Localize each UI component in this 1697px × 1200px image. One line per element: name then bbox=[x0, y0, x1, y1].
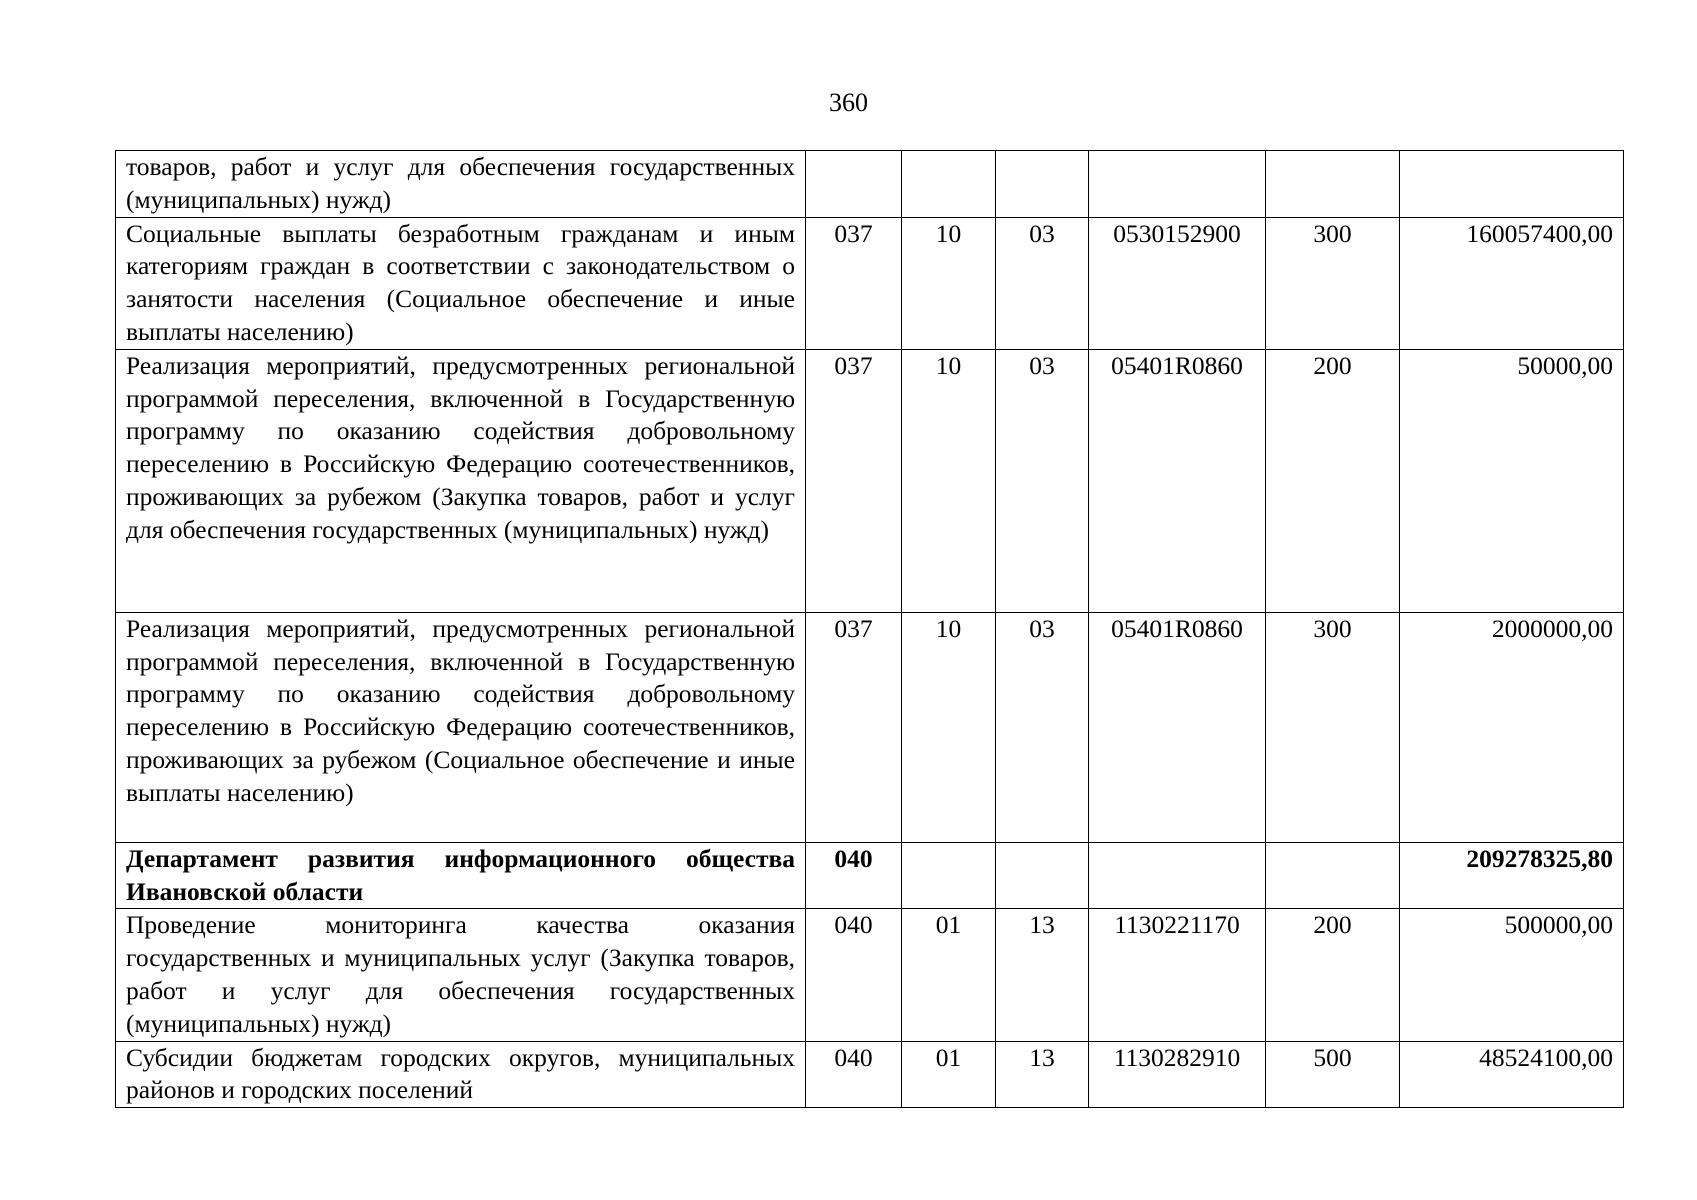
section-code: 10 bbox=[902, 349, 996, 612]
row-description: товаров, работ и услуг для обеспечения государственных (муниципальных) нужд) bbox=[116, 151, 806, 218]
section-code: 01 bbox=[902, 909, 996, 1041]
section-code: 01 bbox=[902, 1041, 996, 1108]
subsection-code bbox=[996, 151, 1089, 218]
table-row bbox=[116, 349, 1624, 612]
subsection-code: 13 bbox=[996, 1041, 1089, 1108]
subsection-code: 03 bbox=[996, 217, 1089, 349]
ministry-code: 037 bbox=[806, 612, 902, 842]
section-code: 10 bbox=[902, 612, 996, 842]
table-row bbox=[116, 151, 1624, 218]
amount: 209278325,80 bbox=[1400, 842, 1624, 909]
row-description: Реализация мероприятий, предусмотренных региональной программой переселения, включенной в Государственную программу по оказанию содействия добровольному переселению в Российскую Федерацию соотечественников, проживающих за рубежом (Закупка товаров, работ и услуг для обеспечения государственных (муниципальных) нужд) bbox=[116, 349, 806, 612]
amount bbox=[1400, 151, 1624, 218]
budget-table bbox=[115, 150, 1624, 1108]
target-article-code bbox=[1089, 842, 1266, 909]
subsection-code bbox=[996, 842, 1089, 909]
ministry-code bbox=[806, 151, 902, 218]
expense-type-code: 500 bbox=[1266, 1041, 1400, 1108]
row-description: Проведение мониторинга качества оказания государственных и муниципальных услуг (Закупка товаров, работ и услуг для обеспечения государственных (муниципальных) нужд) bbox=[116, 909, 806, 1041]
table-row bbox=[116, 909, 1624, 1041]
target-article-code: 1130221170 bbox=[1089, 909, 1266, 1041]
target-article-code: 1130282910 bbox=[1089, 1041, 1266, 1108]
subsection-code: 13 bbox=[996, 909, 1089, 1041]
table-row bbox=[116, 1041, 1624, 1108]
row-description: Департамент развития информационного общества Ивановской области bbox=[116, 842, 806, 909]
row-description: Социальные выплаты безработным гражданам и иным категориям граждан в соответствии с законодательством о занятости населения (Социальное обеспечение и иные выплаты населению) bbox=[116, 217, 806, 349]
expense-type-code bbox=[1266, 842, 1400, 909]
target-article-code: 05401R0860 bbox=[1089, 612, 1266, 842]
section-code bbox=[902, 151, 996, 218]
expense-type-code: 300 bbox=[1266, 612, 1400, 842]
target-article-code: 05401R0860 bbox=[1089, 349, 1266, 612]
ministry-code: 040 bbox=[806, 1041, 902, 1108]
expense-type-code: 300 bbox=[1266, 217, 1400, 349]
ministry-code: 037 bbox=[806, 349, 902, 612]
amount: 50000,00 bbox=[1400, 349, 1624, 612]
ministry-code: 040 bbox=[806, 842, 902, 909]
table-row bbox=[116, 612, 1624, 842]
expense-type-code: 200 bbox=[1266, 349, 1400, 612]
table-row bbox=[116, 217, 1624, 349]
amount: 160057400,00 bbox=[1400, 217, 1624, 349]
section-code: 10 bbox=[902, 217, 996, 349]
subsection-code: 03 bbox=[996, 612, 1089, 842]
expense-type-code: 200 bbox=[1266, 909, 1400, 1041]
row-description: Реализация мероприятий, предусмотренных региональной программой переселения, включенной в Государственную программу по оказанию содействия добровольному переселению в Российскую Федерацию соотечественников, проживающих за рубежом (Социальное обеспечение и иные выплаты населению) bbox=[116, 612, 806, 842]
amount: 48524100,00 bbox=[1400, 1041, 1624, 1108]
expense-type-code bbox=[1266, 151, 1400, 218]
amount: 500000,00 bbox=[1400, 909, 1624, 1041]
ministry-code: 040 bbox=[806, 909, 902, 1041]
target-article-code bbox=[1089, 151, 1266, 218]
row-description: Субсидии бюджетам городских округов, муниципальных районов и городских поселений bbox=[116, 1041, 806, 1108]
section-code bbox=[902, 842, 996, 909]
table-row-department bbox=[116, 842, 1624, 909]
subsection-code: 03 bbox=[996, 349, 1089, 612]
target-article-code: 0530152900 bbox=[1089, 217, 1266, 349]
ministry-code: 037 bbox=[806, 217, 902, 349]
amount: 2000000,00 bbox=[1400, 612, 1624, 842]
page-number: 360 bbox=[829, 88, 868, 117]
